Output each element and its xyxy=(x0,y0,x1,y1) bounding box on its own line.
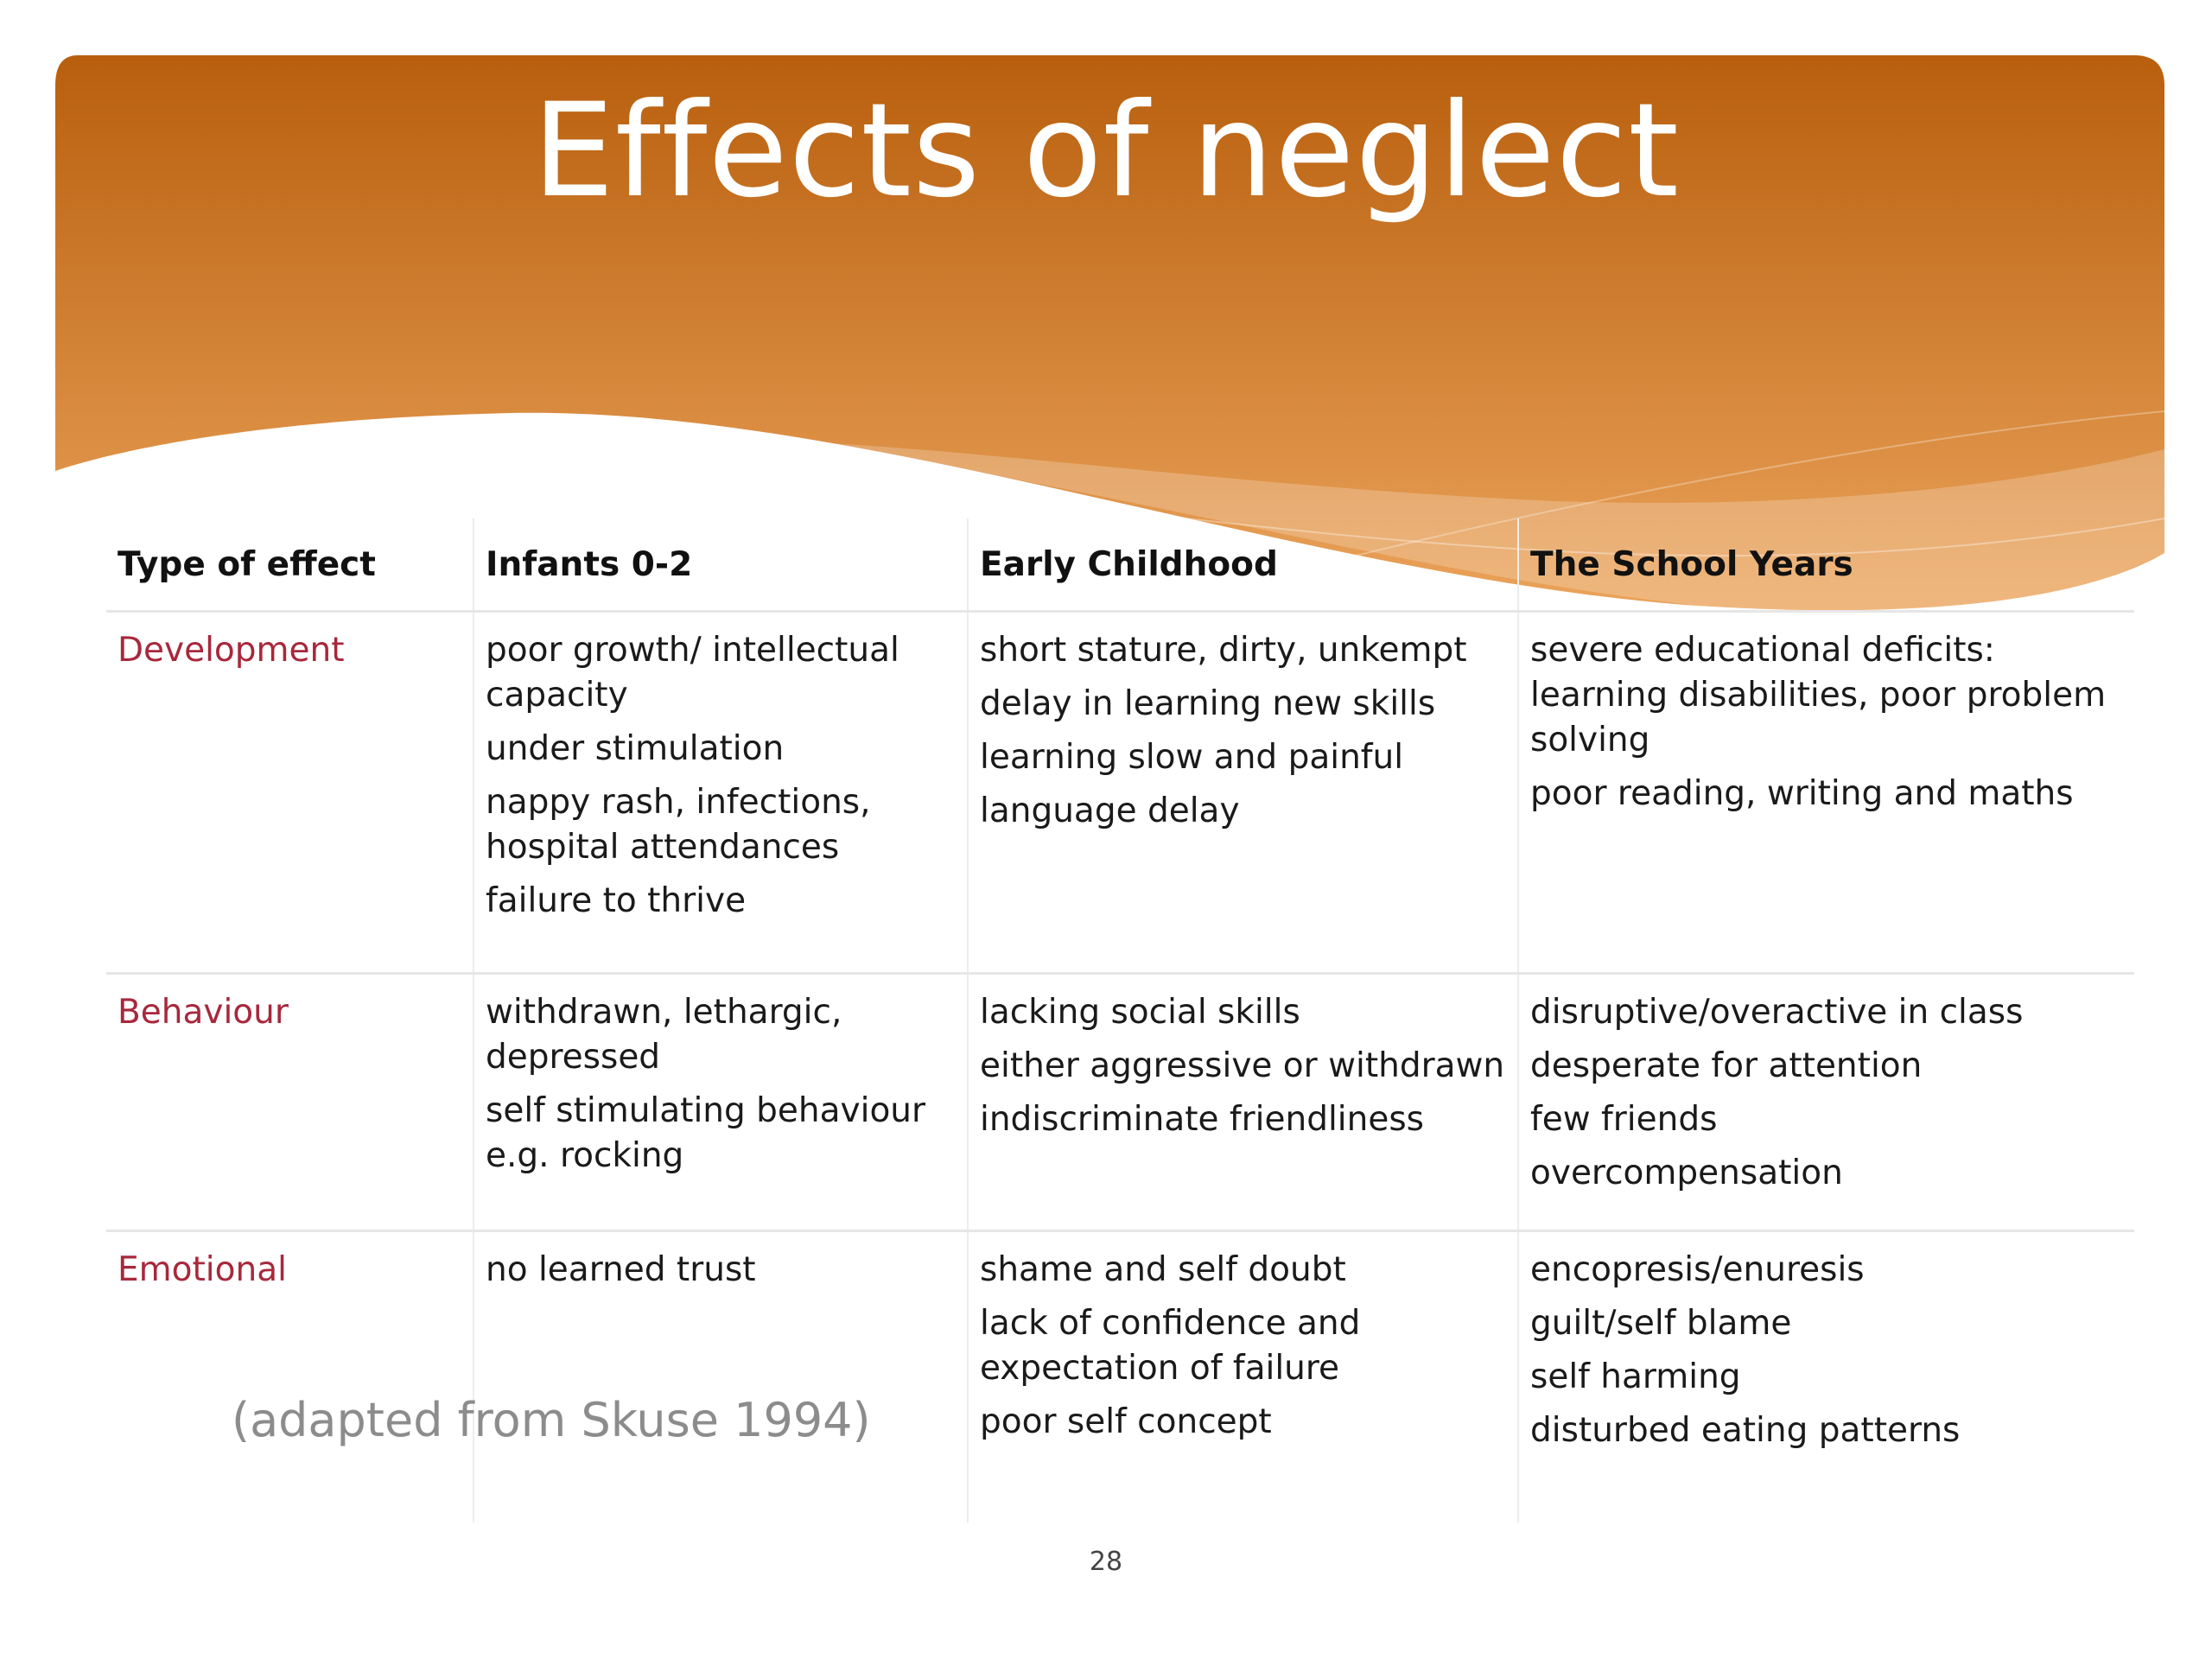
list-item: nappy rash, infections, hospital attendances xyxy=(486,783,871,867)
effect-cell xyxy=(106,1231,474,1523)
list-item: indiscriminate friendliness xyxy=(980,1100,1424,1139)
slide-title: Effects of neglect xyxy=(532,76,1680,226)
list-item: encopresis/enuresis xyxy=(1530,1250,1865,1289)
list-item: learning slow and painful xyxy=(980,738,1404,777)
header-type-of-effect: Type of effect xyxy=(106,518,474,612)
school-years-cell xyxy=(1518,612,2134,974)
list-item: lacking social skills xyxy=(980,993,1300,1032)
list-item: no learned trust xyxy=(486,1250,756,1289)
effect-cell xyxy=(106,612,474,974)
page-number: 28 xyxy=(1089,1547,1123,1577)
list-item: self stimulating behaviour e.g. rocking xyxy=(486,1091,926,1175)
list-item: severe educational deficits: learning disabilities, poor problem solving xyxy=(1530,631,2107,760)
list-item: shame and self doubt xyxy=(980,1250,1346,1289)
table-row-emotional xyxy=(106,1231,2134,1523)
table-row-behaviour xyxy=(106,974,2134,1231)
list-item: short stature, dirty, unkempt xyxy=(980,631,1467,670)
infants-cell xyxy=(474,612,968,974)
effect-label: Behaviour xyxy=(118,993,289,1032)
list-item: disturbed eating patterns xyxy=(1530,1411,1961,1450)
list-item: overcompensation xyxy=(1530,1154,1843,1192)
list-item: delay in learning new skills xyxy=(980,684,1436,723)
early-childhood-cell xyxy=(968,974,1518,1231)
infants-cell xyxy=(474,1231,968,1523)
school-years-cell xyxy=(1518,974,2134,1231)
list-item: guilt/self blame xyxy=(1530,1304,1792,1343)
early-childhood-cell xyxy=(968,1231,1518,1523)
table-header-row xyxy=(106,518,2134,612)
effect-label: Development xyxy=(118,631,345,670)
list-item: under stimulation xyxy=(486,729,785,768)
header-school-years: The School Years xyxy=(1518,518,2134,612)
school-years-cell xyxy=(1518,1231,2134,1523)
early-childhood-cell xyxy=(968,612,1518,974)
list-item: poor growth/ intellectual capacity xyxy=(486,631,899,715)
list-item: lack of confidence and expectation of failure xyxy=(980,1304,1361,1388)
effect-cell xyxy=(106,974,474,1231)
table-row-development xyxy=(106,612,2134,974)
list-item: failure to thrive xyxy=(486,881,747,920)
list-item: withdrawn, lethargic, depressed xyxy=(486,993,842,1077)
header-early-childhood: Early Childhood xyxy=(968,518,1518,612)
effects-table xyxy=(106,518,2134,1522)
infants-cell xyxy=(474,974,968,1231)
list-item: desperate for attention xyxy=(1530,1046,1923,1085)
source-note: (adapted from Skuse 1994) xyxy=(232,1393,871,1447)
list-item: poor reading, writing and maths xyxy=(1530,774,2074,813)
list-item: self harming xyxy=(1530,1357,1741,1396)
list-item: few friends xyxy=(1530,1100,1718,1139)
header-infants: Infants 0-2 xyxy=(474,518,968,612)
list-item: disruptive/overactive in class xyxy=(1530,993,2024,1032)
list-item: language delay xyxy=(980,791,1240,830)
list-item: either aggressive or withdrawn xyxy=(980,1046,1505,1085)
effect-label: Emotional xyxy=(118,1250,287,1289)
list-item: poor self concept xyxy=(980,1402,1272,1441)
